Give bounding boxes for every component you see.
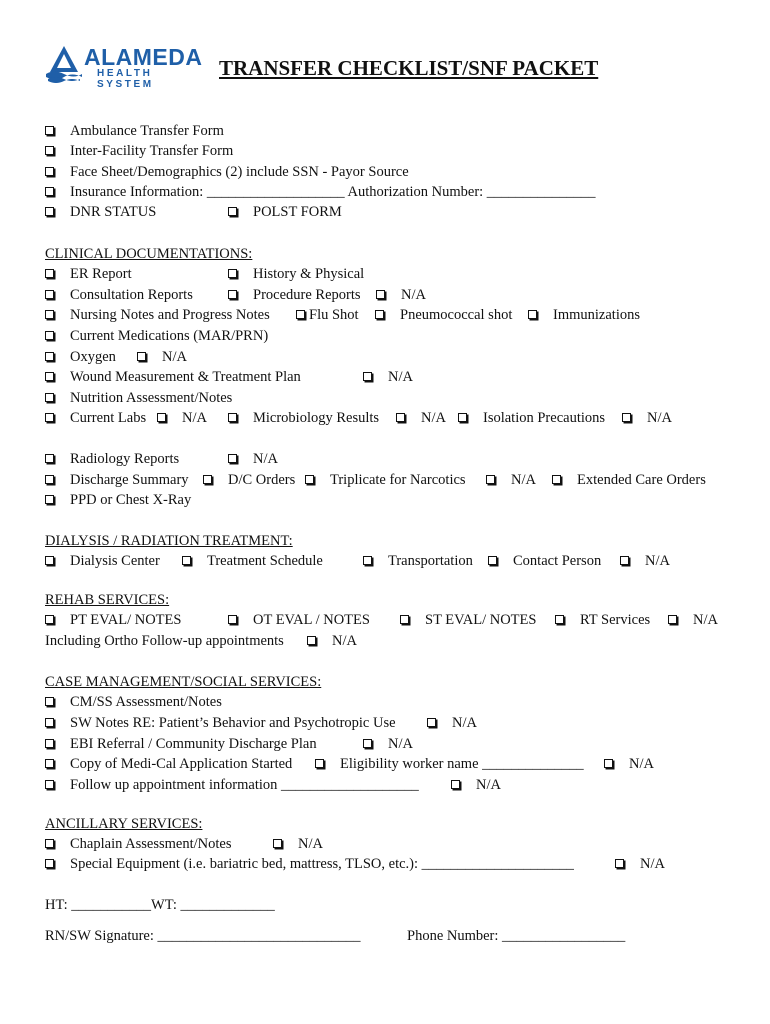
checkbox[interactable] [622,413,631,422]
item-label: DNR STATUS [70,204,157,220]
item-label: N/A [298,836,323,852]
checkbox[interactable] [363,372,372,381]
checkbox[interactable] [45,187,54,196]
item-label: Nutrition Assessment/Notes [70,390,233,406]
item-label: Immunizations [553,307,640,323]
item-label: Isolation Precautions [483,410,606,426]
item-label: PT EVAL/ NOTES [70,612,182,628]
item-label: N/A [253,451,278,467]
checkbox[interactable] [45,331,54,340]
phone-field[interactable]: Phone Number: _________________ [407,928,626,944]
checkbox[interactable] [45,207,54,216]
checkbox[interactable] [305,475,314,484]
item-label: ST EVAL/ NOTES [425,612,537,628]
checkbox[interactable] [45,475,54,484]
item-label: PPD or Chest X-Ray [70,492,192,508]
checkbox[interactable] [45,759,54,768]
item-label: N/A [693,612,718,628]
item-label: Discharge Summary [70,472,189,488]
checkbox[interactable] [45,310,54,319]
checkbox[interactable] [45,146,54,155]
item-label: Treatment Schedule [207,553,323,569]
checkbox[interactable] [400,615,409,624]
item-label: Extended Care Orders [577,472,706,488]
ht-wt-field[interactable]: HT: ___________WT: _____________ [45,897,275,913]
checkbox[interactable] [45,697,54,706]
checkbox[interactable] [228,269,237,278]
checkbox[interactable] [427,718,436,727]
checkbox[interactable] [552,475,561,484]
checkbox[interactable] [45,718,54,727]
item-label: RT Services [580,612,651,628]
item-label: Flu Shot [309,307,359,323]
checkbox[interactable] [668,615,677,624]
item-label: Current Medications (MAR/PRN) [70,328,269,344]
checkbox[interactable] [45,167,54,176]
checkbox[interactable] [203,475,212,484]
followup-field[interactable]: Follow up appointment information ___________________ [70,777,419,793]
eligibility-worker-field[interactable]: Eligibility worker name ______________ [340,756,584,772]
checkbox[interactable] [45,393,54,402]
item-label: N/A [647,410,672,426]
checkbox[interactable] [273,839,282,848]
checkbox[interactable] [315,759,324,768]
checkbox[interactable] [555,615,564,624]
checkbox[interactable] [228,615,237,624]
item-label: Current Labs [70,410,147,426]
checkbox[interactable] [458,413,467,422]
item-label: N/A [629,756,654,772]
item-label: Contact Person [513,553,602,569]
checkbox[interactable] [528,310,537,319]
checkbox[interactable] [296,310,305,319]
item-label: Inter-Facility Transfer Form [70,143,234,159]
section-heading-clinical: CLINICAL DOCUMENTATIONS: [45,246,253,262]
item-label: Ambulance Transfer Form [70,123,224,139]
item-label: N/A [645,553,670,569]
checkbox[interactable] [45,126,54,135]
item-label: Procedure Reports [253,287,361,303]
checkbox[interactable] [45,290,54,299]
checkbox[interactable] [45,859,54,868]
checkbox[interactable] [45,780,54,789]
checkbox[interactable] [157,413,166,422]
item-label: Dialysis Center [70,553,160,569]
item-label: Transportation [388,553,473,569]
item-label: N/A [421,410,446,426]
item-label: N/A [640,856,665,872]
checkbox[interactable] [45,352,54,361]
item-label: N/A [452,715,477,731]
special-equipment-field[interactable]: Special Equipment (i.e. bariatric bed, mattress, TLSO, etc.): _____________________ [70,856,574,872]
item-label: Face Sheet/Demographics (2) include SSN - Payor Source [70,164,409,180]
alameda-logo [44,44,214,90]
item-label: N/A [388,369,413,385]
item-label: Oxygen [70,349,116,365]
item-label: Consultation Reports [70,287,193,303]
logo-subtitle: HEALTH SYSTEM [97,68,154,90]
checkbox[interactable] [228,207,237,216]
item-label: Pneumococcal shot [400,307,513,323]
checkbox[interactable] [45,839,54,848]
checkbox[interactable] [228,454,237,463]
checkbox[interactable] [376,290,385,299]
item-label: Wound Measurement & Treatment Plan [70,369,301,385]
item-label: Copy of Medi-Cal Application Started [70,756,293,772]
item-label: N/A [332,633,357,649]
checkbox[interactable] [451,780,460,789]
logo-mark-icon [44,44,84,84]
checkbox[interactable] [45,615,54,624]
checkbox[interactable] [137,352,146,361]
section-heading-case-management: CASE MANAGEMENT/SOCIAL SERVICES: [45,674,322,690]
checkbox[interactable] [375,310,384,319]
item-label: OT EVAL / NOTES [253,612,370,628]
checkbox[interactable] [45,556,54,565]
checkbox[interactable] [228,413,237,422]
item-label: Radiology Reports [70,451,180,467]
item-label: D/C Orders [228,472,296,488]
item-label: N/A [388,736,413,752]
checkbox[interactable] [615,859,624,868]
checkbox[interactable] [363,556,372,565]
checkbox[interactable] [488,556,497,565]
item-label: Chaplain Assessment/Notes [70,836,232,852]
item-label: N/A [476,777,501,793]
logo-name: ALAMEDA [84,44,203,70]
checkbox[interactable] [228,290,237,299]
checkbox[interactable] [45,739,54,748]
item-label: Triplicate for Narcotics [330,472,466,488]
item-label: N/A [401,287,426,303]
checkbox[interactable] [45,269,54,278]
section-heading-ancillary: ANCILLARY SERVICES: [45,816,203,832]
checkbox[interactable] [307,636,316,645]
checkbox[interactable] [620,556,629,565]
insurance-field[interactable]: Insurance Information: ___________________ Authorization Number: _______________ [70,184,596,200]
item-label: Microbiology Results [253,410,380,426]
checkbox[interactable] [486,475,495,484]
item-label: Including Ortho Follow-up appointments [45,633,284,649]
item-label: History & Physical [253,266,365,282]
checkbox[interactable] [396,413,405,422]
item-label: N/A [182,410,207,426]
checkbox[interactable] [45,413,54,422]
checkbox[interactable] [45,454,54,463]
section-heading-rehab: REHAB SERVICES: [45,592,170,608]
item-label: Nursing Notes and Progress Notes [70,307,270,323]
checkbox[interactable] [45,495,54,504]
checkbox[interactable] [363,739,372,748]
item-label: SW Notes RE: Patient’s Behavior and Psychotropic Use [70,715,396,731]
item-label: N/A [511,472,536,488]
item-label: CM/SS Assessment/Notes [70,694,222,710]
checkbox[interactable] [182,556,191,565]
item-label: POLST FORM [253,204,342,220]
item-label: N/A [162,349,187,365]
item-label: EBI Referral / Community Discharge Plan [70,736,317,752]
item-label: ER Report [70,266,132,282]
checkbox[interactable] [45,372,54,381]
signature-field[interactable]: RN/SW Signature: ____________________________ [45,928,361,944]
page-title: TRANSFER CHECKLIST/SNF PACKET [219,56,599,80]
section-heading-dialysis: DIALYSIS / RADIATION TREATMENT: [45,533,293,549]
checkbox[interactable] [604,759,613,768]
